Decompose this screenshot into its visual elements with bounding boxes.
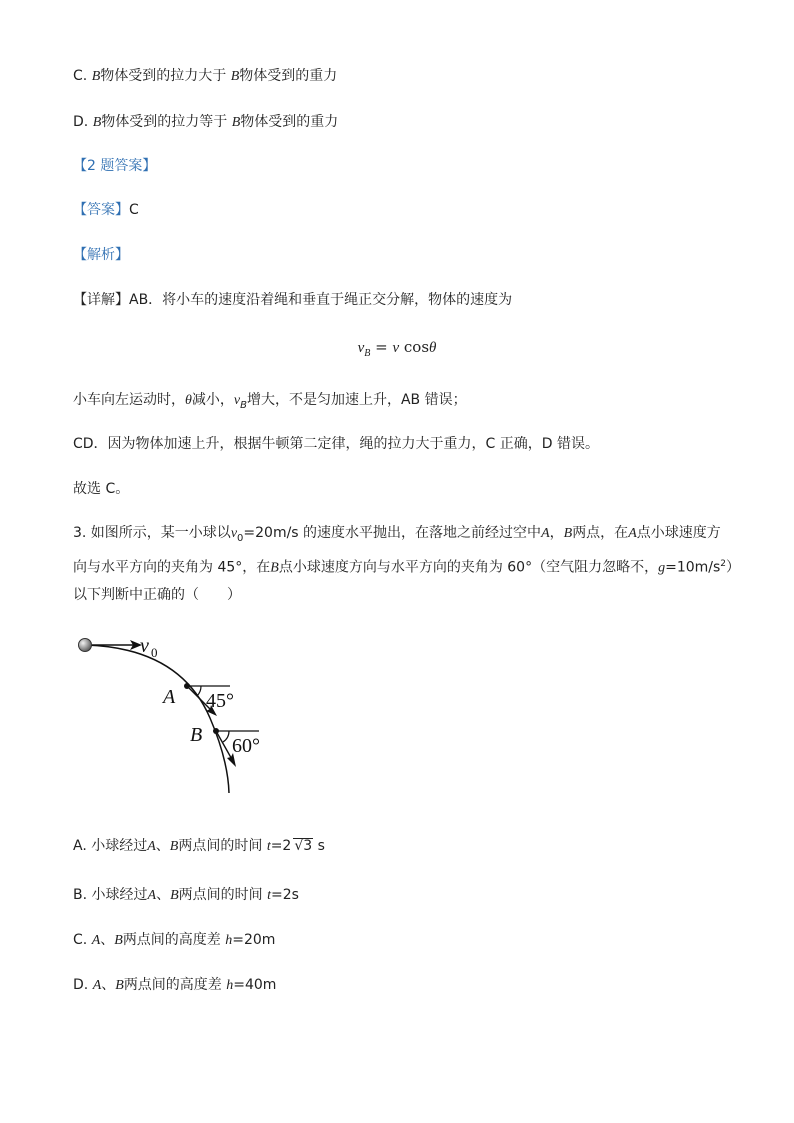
conclusion: 故选 C。	[73, 481, 130, 497]
choice-c: C. A、B两点间的高度差 h=20m	[73, 932, 276, 948]
ball-icon	[79, 639, 92, 652]
point-b-label: B	[190, 724, 203, 746]
v0-sub-label: 0	[151, 645, 158, 660]
choice-a: A. 小球经过A、B两点间的时间 t=2 √3 s	[73, 838, 325, 854]
q3-line-3: 以下判断中正确的（ ）	[73, 587, 241, 603]
reason-line-1: 小车向左运动时，θ减小，$v_B$增大，不是匀加速上升，AB 错误；	[73, 392, 467, 411]
v0-label: v	[140, 635, 149, 657]
q3-line-2: 向与水平方向的夹角为 45°，在B点小球速度方向与水平方向的夹角为 60°（空气阻力忽略不，$g=10m/s^2$）	[73, 559, 741, 576]
q2-answer-header: 【2 题答案】	[73, 158, 157, 174]
velocity-equation: $v_B = v$ cosθ	[357, 338, 437, 359]
sqrt-symbol: √3	[294, 838, 313, 854]
option-c-prev: C. B物体受到的拉力大于 B物体受到的重力	[73, 68, 338, 84]
analysis-header: 【解析】	[73, 247, 129, 263]
option-d-prev: D. B物体受到的拉力等于 B物体受到的重力	[73, 114, 339, 130]
angle-b-arc	[223, 731, 229, 742]
detail-line: 【详解】AB．将小车的速度沿着绳和垂直于绳正交分解，物体的速度为	[73, 292, 513, 308]
point-a-label: A	[163, 686, 176, 708]
answer-value: C	[129, 202, 139, 218]
reason-line-2: CD．因为物体加速上升，根据牛顿第二定律，绳的拉力大于重力，C 正确，D 错误。	[73, 436, 600, 452]
angle-a-arc	[197, 686, 201, 696]
detail-label: 【详解】	[73, 292, 129, 308]
angle-b-label: 60°	[232, 735, 260, 757]
answer-label: 【答案】	[73, 202, 129, 218]
q3-line-1: 3. 如图所示，某一小球以$v_0=20m/s$ 的速度水平抛出，在落地之前经过空中A，B两点，在A点小球速度方	[73, 525, 721, 544]
choice-b: B. 小球经过A、B两点间的时间 t=2s	[73, 887, 299, 903]
choice-d: D. A、B两点间的高度差 h=40m	[73, 977, 277, 993]
trajectory-curve	[86, 645, 229, 793]
angle-a-label: 45°	[206, 690, 234, 712]
